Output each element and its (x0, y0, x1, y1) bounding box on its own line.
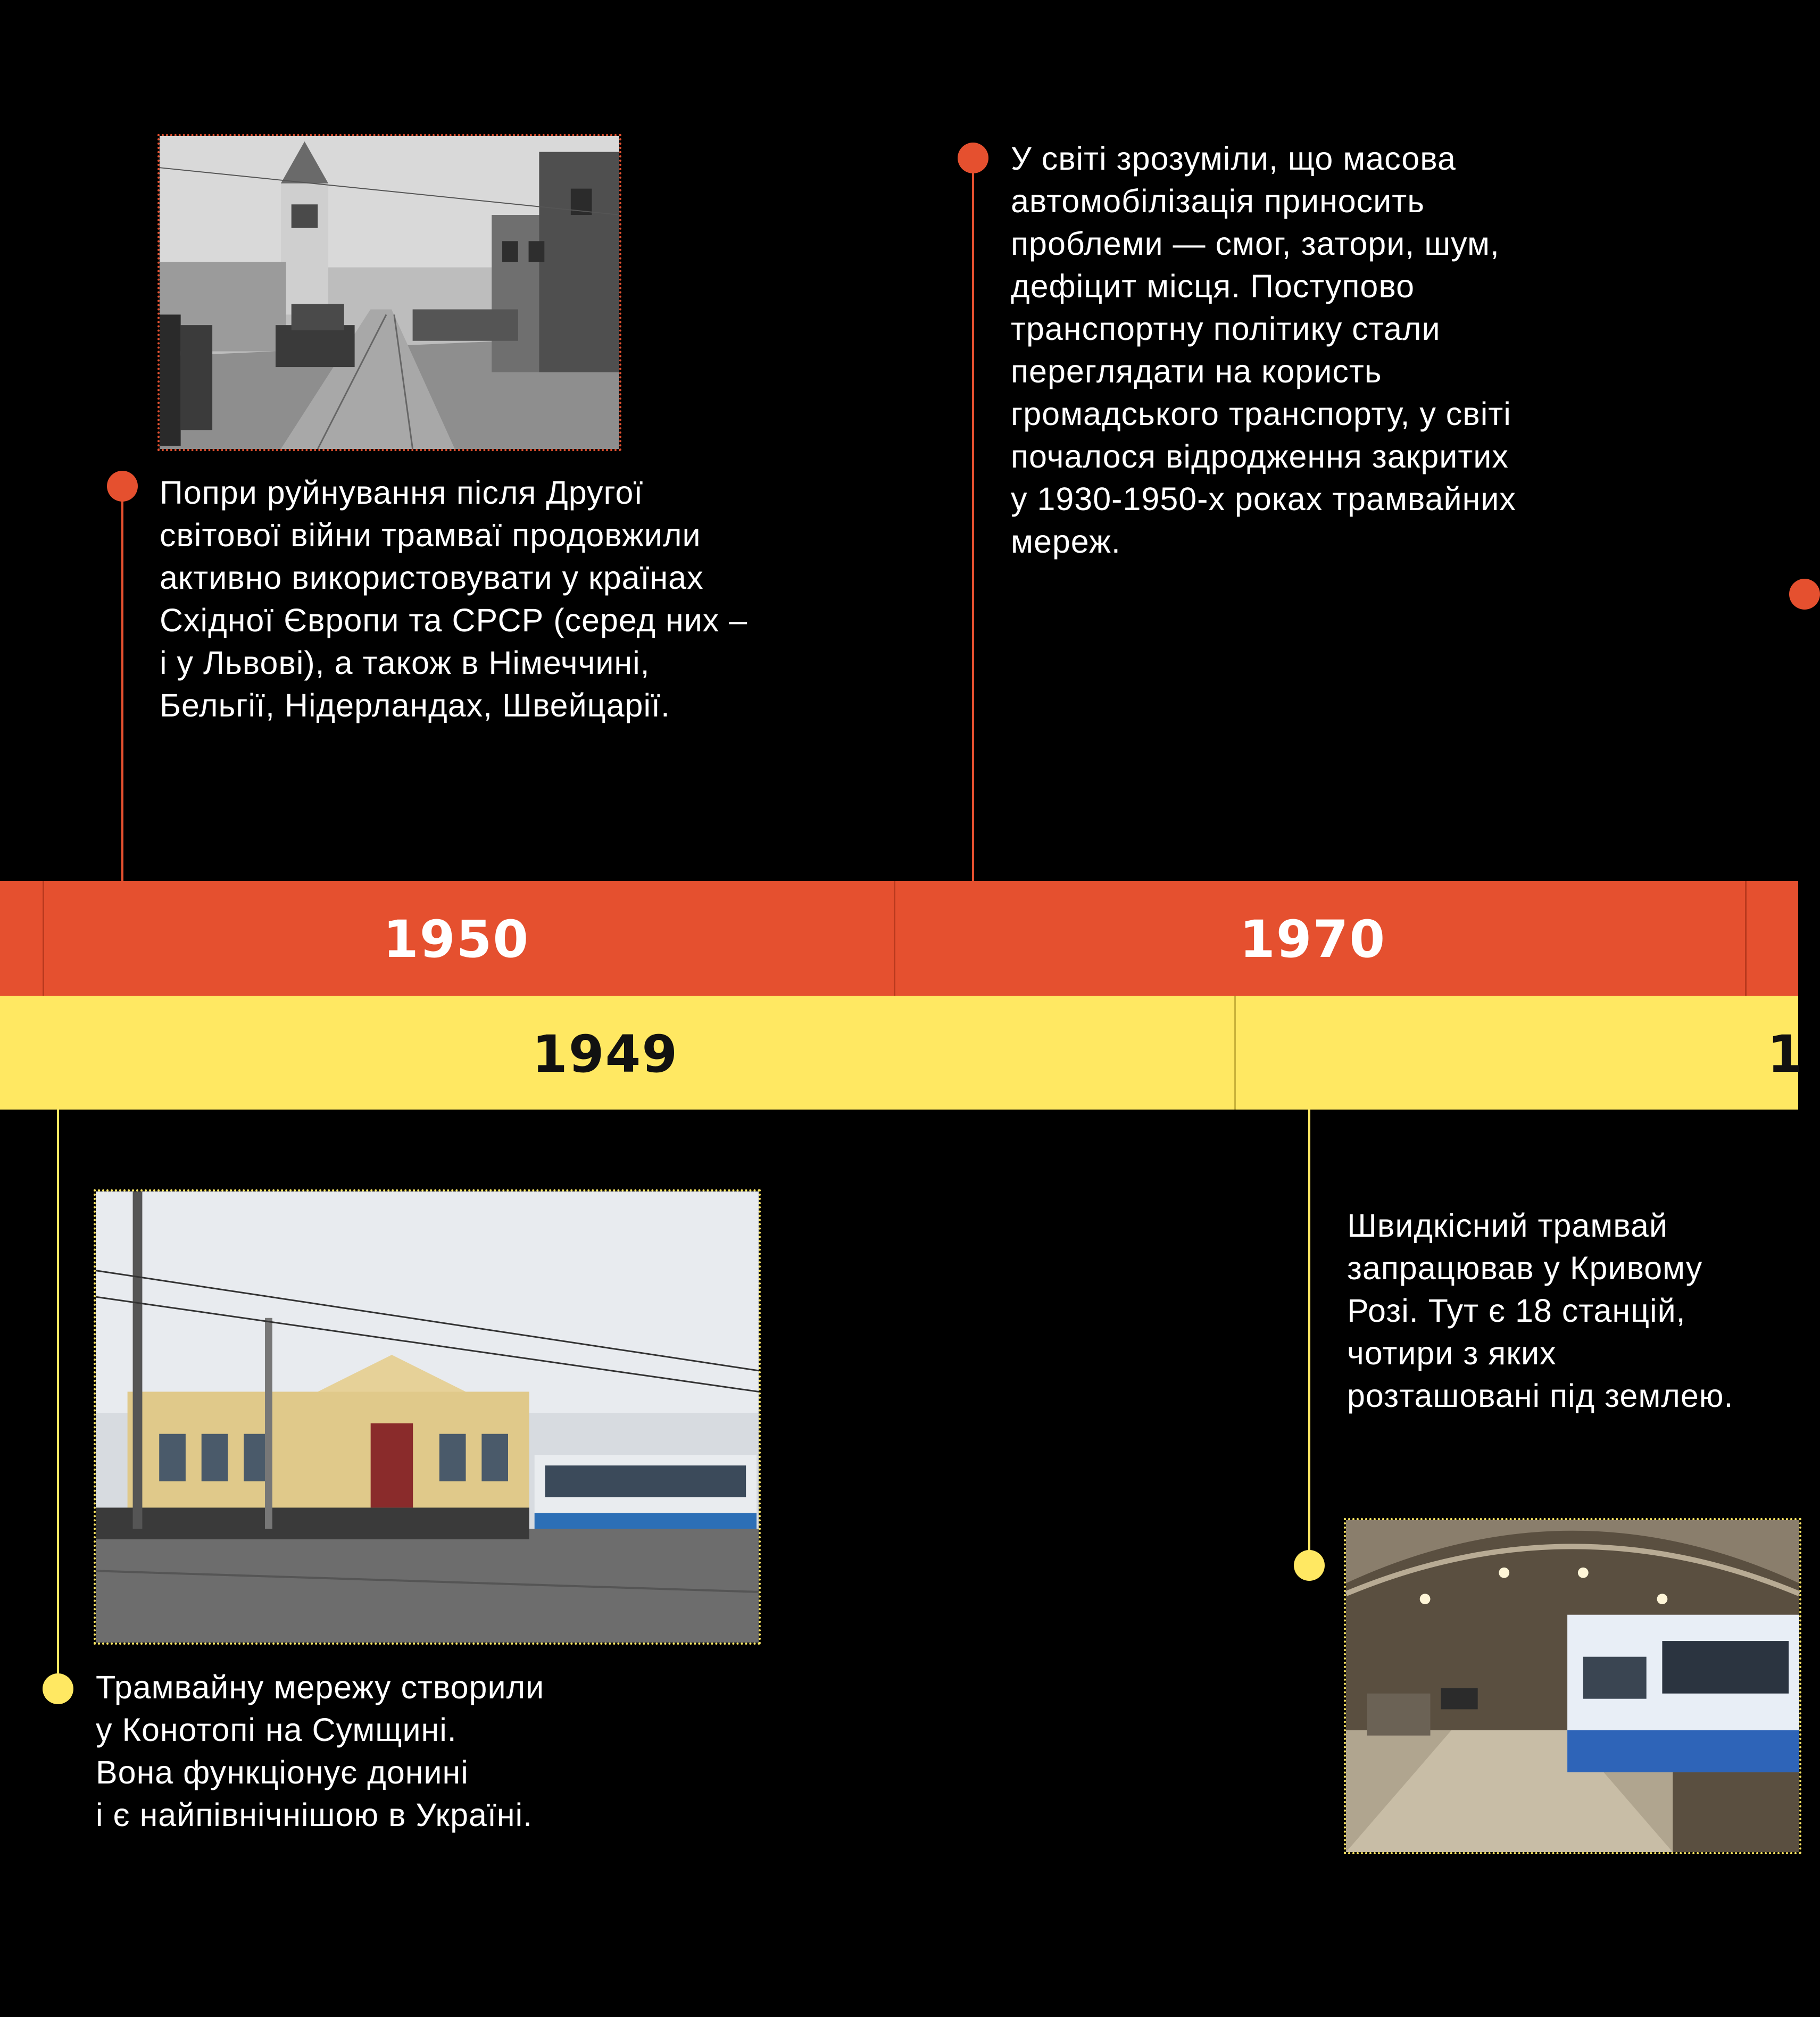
konotop-connector (57, 1110, 59, 1673)
decade-label-1970: 1970 (1240, 910, 1386, 969)
decade-divider (1745, 881, 1747, 996)
konotop-dot (43, 1673, 73, 1704)
underground-tram-station-photo-icon (1346, 1520, 1799, 1852)
timeline-decades-band (0, 881, 1798, 996)
timeline-years-band (0, 996, 1804, 1110)
decade-divider (894, 881, 895, 996)
year-divider (1234, 996, 1236, 1110)
decade-label-1950: 1950 (383, 910, 530, 969)
kryvyi-rih-connector (1308, 1110, 1310, 1567)
kryvyi-rih-dot (1294, 1550, 1325, 1581)
revival-connector (972, 170, 974, 881)
postwar-dot (107, 471, 138, 502)
decade-divider (43, 881, 44, 996)
offscreen-event-dot (1789, 579, 1820, 610)
kryvyi-rih-text: Швидкісний трамвай запрацював у Кривому Розі. Тут є 18 станцій, чотири з яких розташовані під землею. (1347, 1207, 1734, 1414)
konotop-photo (94, 1189, 761, 1645)
konotop-text: Трамвайну мережу створили у Конотопі на Сумщині. Вона функціонує донині і є найпівнічнішою в Україні. (96, 1669, 545, 1833)
year-label-partial: 1 (1767, 1024, 1804, 1084)
kryvyi-rih-photo (1344, 1518, 1801, 1854)
postwar-photo (157, 134, 621, 451)
postwar-text: Попри руйнування після Другої світової війни трамваї продовжили активно використовувати у країнах Східної Європи та СРСР (серед них – і у Львові), а також в Німеччині, Бельгії, Нідерландах, Швейцарії. (160, 474, 748, 723)
postwar-connector (121, 500, 123, 881)
revival-dot (958, 143, 988, 173)
year-label-1949: 1949 (532, 1024, 679, 1084)
historic-street-tank-photo-icon (160, 136, 619, 449)
revival-text: У світі зрозуміли, що масова автомобілізація приносить проблеми — смог, затори, шум, дефіцит місця. Поступово транспортну політику стали переглядати на користь громадського транспорту, у світі почалося відродження закритих у 1930-1950-х роках трамвайних мереж. (1011, 140, 1516, 560)
konotop-station-tram-photo-icon (96, 1191, 759, 1643)
